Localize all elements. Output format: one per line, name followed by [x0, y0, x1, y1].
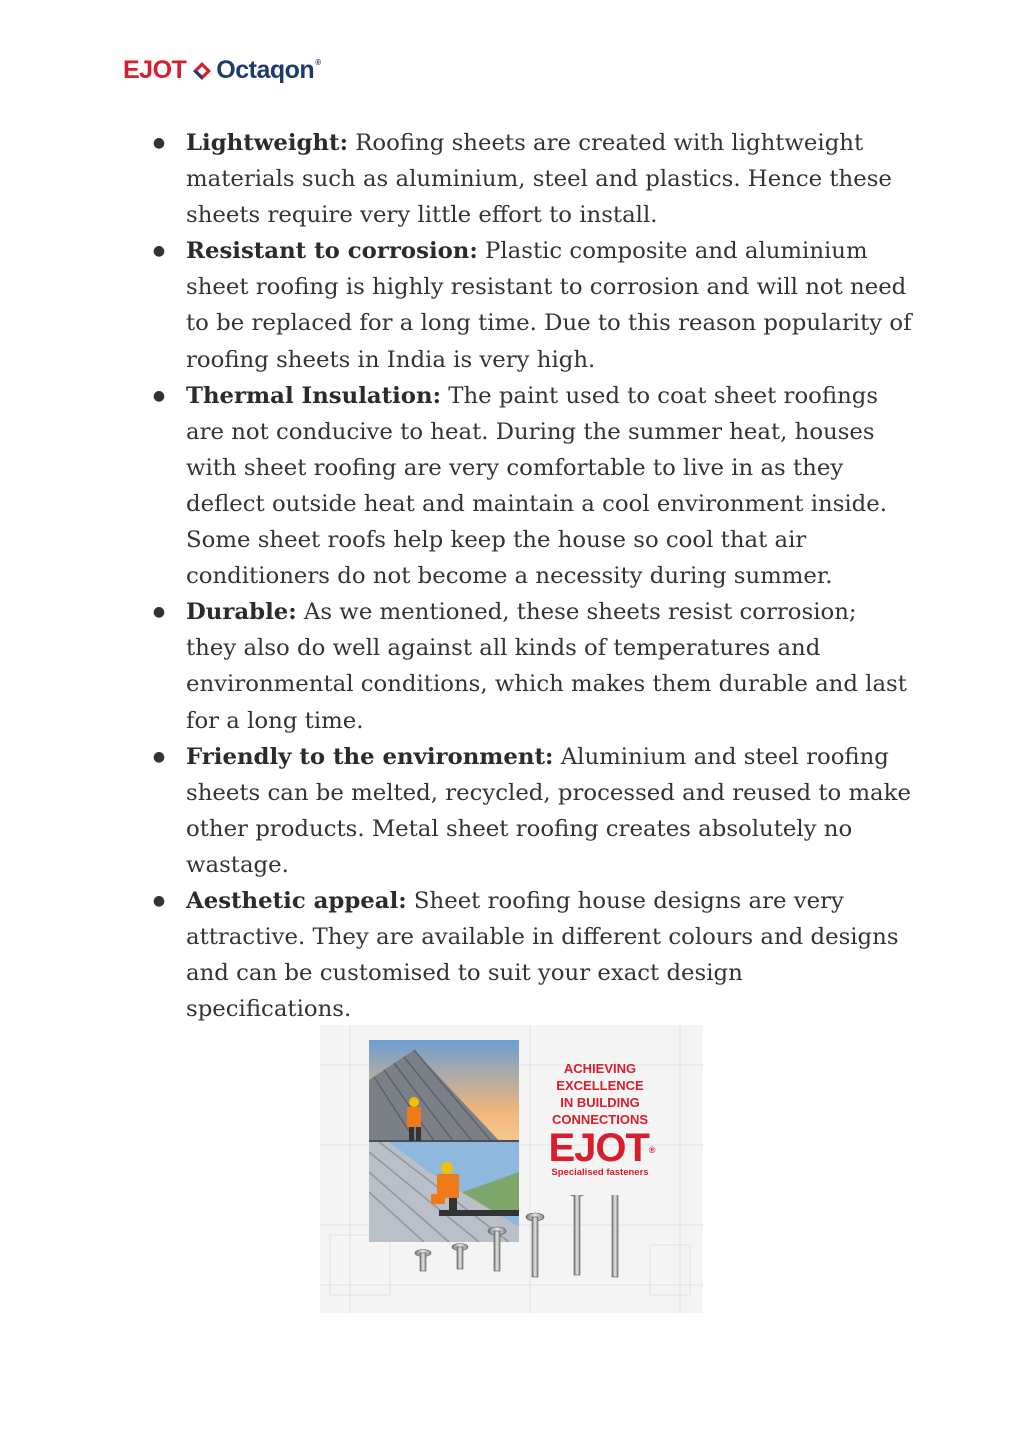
- benefits-list: [152, 125, 912, 1027]
- ad-headline: [534, 1060, 666, 1128]
- bullet-title: Durable:: [186, 599, 297, 626]
- bullet-icon: ●: [152, 135, 166, 151]
- list-item: [152, 883, 912, 1027]
- bullet-icon: ●: [152, 892, 166, 909]
- headline-line: ACHIEVING: [563, 1061, 637, 1076]
- bullet-icon: ●: [152, 748, 166, 765]
- headline-line: IN BUILDING: [560, 1095, 640, 1110]
- ejot-advertisement-image: [320, 1025, 703, 1313]
- logo-registered-mark: ®: [315, 58, 321, 67]
- bullet-text: Aluminium and steel roofing sheets can be melted, recycled, processed and reused to make other products. Metal sheet roofing creates absolutely no wastage.: [186, 743, 911, 878]
- list-item: [152, 378, 912, 595]
- bullet-icon: ●: [152, 387, 166, 404]
- headline-line: EXCELLENCE: [556, 1078, 644, 1093]
- list-item: [152, 594, 912, 738]
- logo-octagon-text: Octaqon: [216, 56, 315, 84]
- octagon-icon: [192, 61, 212, 81]
- ad-tagline: Specialised fasteners: [551, 1167, 649, 1178]
- list-item: [152, 125, 912, 233]
- bullet-title: Resistant to corrosion:: [186, 238, 478, 265]
- brand-registered-mark: ®: [648, 1145, 656, 1155]
- bullet-title: Aesthetic appeal:: [186, 887, 407, 914]
- logo-ejot-text: EJOT: [123, 56, 187, 84]
- brand-text: EJOT: [548, 1126, 649, 1170]
- bullet-title: Lightweight:: [186, 130, 348, 156]
- bullet-text: The paint used to coat sheet roofings are not conducive to heat. During the summer heat, houses with sheet roofing are very comfortable to live in as they deflect outside heat and maintain a cool environment inside. Some sheet roofs help keep the house so cool that air conditioners do not become a necessity during summer.: [186, 382, 888, 590]
- list-item: [152, 233, 912, 377]
- ejot-octagon-logo: [123, 56, 321, 85]
- bullet-text: Sheet roofing house designs are very attractive. They are available in different colours and designs and can be customised to suit your exact design specifications.: [186, 887, 899, 1023]
- bullet-text: As we mentioned, these sheets resist corrosion; they also do well against all kinds of temperatures and environmental conditions, which makes them durable and last for a long time.: [186, 599, 907, 734]
- fastener-screws-illustration: [405, 1195, 645, 1313]
- bullet-icon: ●: [152, 243, 166, 260]
- headline-line: CONNECTIONS: [551, 1112, 649, 1127]
- ejot-brand-logo: [542, 1128, 662, 1168]
- list-item: [152, 739, 912, 883]
- bullet-title: Friendly to the environment:: [186, 743, 554, 770]
- bullet-text: Plastic composite and aluminium sheet roofing is highly resistant to corrosion and will not need to be replaced for a long time. Due to this reason popularity of roofing sheets in India is very high.: [186, 238, 912, 373]
- bullet-title: Thermal Insulation:: [186, 382, 442, 409]
- bullet-text: Roofing sheets are created with lightweight materials such as aluminium, steel and plastics. Hence these sheets require very little effort to install.: [186, 130, 892, 229]
- bullet-icon: ●: [152, 604, 166, 621]
